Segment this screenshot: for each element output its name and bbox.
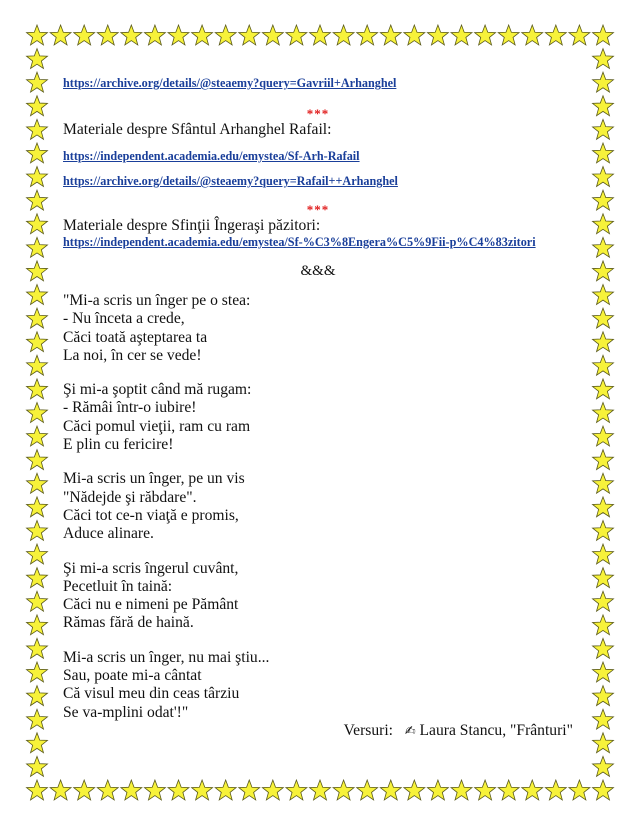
- heading-ingeri: Materiale despre Sfinţii Îngeraşi păzitori:: [63, 217, 321, 234]
- poem-line: Mi-a scris un înger, pe un vis: [63, 470, 245, 488]
- separator-stars: ***: [306, 202, 330, 217]
- star-icon: [593, 591, 614, 611]
- signature-author: Laura Stancu, "Frânturi": [419, 721, 573, 739]
- star-icon: [27, 119, 48, 139]
- star-icon: [27, 686, 48, 706]
- poem: [63, 292, 573, 722]
- star-icon: [427, 780, 448, 800]
- link-gavriil[interactable]: https://archive.org/details/@steaemy?query=Gavriil+Arhanghel: [63, 76, 397, 90]
- star-icon: [27, 167, 48, 187]
- star-icon: [310, 25, 331, 45]
- star-icon: [593, 568, 614, 588]
- poem-line: Căci pomul vieţii, ram cu ram: [63, 417, 251, 435]
- star-icon: [27, 450, 48, 470]
- star-icon: [27, 544, 48, 564]
- poem-stanza: [63, 560, 573, 633]
- poem-line: Mi-a scris un înger, nu mai ştiu...: [63, 648, 270, 666]
- star-icon: [27, 473, 48, 493]
- star-icon: [498, 25, 519, 45]
- signature-label: Versuri:: [343, 721, 394, 739]
- star-icon: [357, 25, 378, 45]
- star-icon: [498, 780, 519, 800]
- poem-line: Căci tot ce-n viaţă e promis,: [63, 506, 239, 524]
- star-icon: [27, 332, 48, 352]
- star-icon: [593, 662, 614, 682]
- star-icon: [593, 780, 614, 800]
- star-icon: [593, 403, 614, 423]
- star-icon: [593, 520, 614, 540]
- star-icon: [27, 780, 48, 800]
- star-icon: [593, 686, 614, 706]
- star-icon: [333, 25, 354, 45]
- star-icon: [593, 473, 614, 493]
- star-icon: [168, 780, 189, 800]
- poem-stanza: [63, 292, 573, 365]
- link-ingeri-academia[interactable]: https://independent.academia.edu/emystea/Sf-%C3%8Engera%C5%9Fii-p%C4%83zitori: [63, 235, 536, 249]
- star-icon: [593, 450, 614, 470]
- star-icon: [593, 96, 614, 116]
- star-icon: [27, 72, 48, 92]
- poem-line: "Nădejde şi răbdare".: [63, 488, 197, 506]
- poem-line: - Nu înceta a crede,: [63, 310, 185, 328]
- star-icon: [27, 143, 48, 163]
- star-icon: [74, 25, 95, 45]
- poem-line: - Rămâi într-o iubire!: [63, 399, 197, 417]
- star-icon: [451, 780, 472, 800]
- star-icon: [593, 237, 614, 257]
- star-icon: [404, 780, 425, 800]
- star-icon: [27, 568, 48, 588]
- star-icon: [27, 237, 48, 257]
- star-icon: [27, 403, 48, 423]
- star-icon: [286, 25, 307, 45]
- star-icon: [333, 780, 354, 800]
- star-icon: [74, 780, 95, 800]
- star-icon: [27, 96, 48, 116]
- star-icon: [593, 214, 614, 234]
- poem-line: Aduce alinare.: [63, 525, 154, 543]
- poem-line: Pecetluit în taină:: [63, 577, 173, 595]
- star-icon: [310, 780, 331, 800]
- separator-amps: &&&: [300, 263, 336, 279]
- star-icon: [27, 190, 48, 210]
- pen-icon: ✍: [404, 723, 416, 739]
- link-rafail-archive[interactable]: https://archive.org/details/@steaemy?query=Rafail++Arhanghel: [63, 174, 398, 188]
- poem-line: Rămas fără de haină.: [63, 614, 194, 632]
- poem-line: Căci nu e nimeni pe Pământ: [63, 596, 239, 614]
- star-icon: [262, 780, 283, 800]
- star-icon: [50, 780, 71, 800]
- star-icon: [522, 780, 543, 800]
- star-icon: [97, 25, 118, 45]
- star-icon: [215, 780, 236, 800]
- star-icon: [192, 780, 213, 800]
- poem-line: Şi mi-a şoptit când mă rugam:: [63, 381, 252, 399]
- star-icon: [262, 25, 283, 45]
- star-icon: [593, 733, 614, 753]
- star-icon: [27, 426, 48, 446]
- signature: [63, 722, 573, 741]
- separator-stars: ***: [306, 106, 330, 121]
- star-icon: [593, 167, 614, 187]
- star-icon: [593, 190, 614, 210]
- star-icon: [380, 25, 401, 45]
- star-icon: [593, 332, 614, 352]
- star-icon: [27, 25, 48, 45]
- star-icon: [357, 780, 378, 800]
- star-icon: [475, 780, 496, 800]
- star-icon: [569, 780, 590, 800]
- star-icon: [27, 261, 48, 281]
- document-body: [63, 76, 573, 741]
- star-icon: [27, 355, 48, 375]
- star-icon: [27, 308, 48, 328]
- star-icon: [27, 520, 48, 540]
- star-icon: [144, 780, 165, 800]
- poem-line: E plin cu fericire!: [63, 436, 174, 454]
- star-icon: [522, 25, 543, 45]
- star-icon: [121, 25, 142, 45]
- star-icon: [475, 25, 496, 45]
- star-icon: [27, 709, 48, 729]
- star-icon: [427, 25, 448, 45]
- star-icon: [593, 308, 614, 328]
- star-icon: [239, 780, 260, 800]
- star-icon: [404, 25, 425, 45]
- star-icon: [27, 756, 48, 776]
- star-icon: [593, 544, 614, 564]
- poem-stanza: [63, 470, 573, 543]
- poem-line: "Mi-a scris un înger pe o stea:: [63, 292, 251, 309]
- star-icon: [192, 25, 213, 45]
- star-icon: [27, 591, 48, 611]
- star-icon: [593, 49, 614, 69]
- star-icon: [593, 119, 614, 139]
- poem-stanza: [63, 381, 573, 454]
- star-icon: [380, 780, 401, 800]
- poem-line: Căci toată aşteptarea ta: [63, 328, 208, 346]
- poem-line: La noi, în cer se vede!: [63, 346, 202, 364]
- star-icon: [593, 25, 614, 45]
- star-icon: [451, 25, 472, 45]
- star-icon: [545, 780, 566, 800]
- poem-line: Că visul meu din ceas târziu: [63, 685, 240, 703]
- star-icon: [97, 780, 118, 800]
- link-rafail-academia[interactable]: https://independent.academia.edu/emystea/Sf-Arh-Rafail: [63, 149, 360, 163]
- star-icon: [593, 426, 614, 446]
- star-icon: [168, 25, 189, 45]
- star-icon: [545, 25, 566, 45]
- heading-rafail: Materiale despre Sfântul Arhanghel Rafail:: [63, 121, 332, 138]
- star-icon: [144, 25, 165, 45]
- star-icon: [593, 261, 614, 281]
- star-icon: [27, 49, 48, 69]
- star-icon: [569, 25, 590, 45]
- star-icon: [286, 780, 307, 800]
- poem-stanza: [63, 649, 573, 722]
- star-icon: [593, 709, 614, 729]
- star-icon: [215, 25, 236, 45]
- star-icon: [27, 214, 48, 234]
- poem-line: Se va-mplini odat'!": [63, 703, 189, 721]
- star-icon: [27, 497, 48, 517]
- star-icon: [27, 638, 48, 658]
- star-icon: [27, 733, 48, 753]
- star-icon: [121, 780, 142, 800]
- star-icon: [593, 756, 614, 776]
- star-icon: [593, 615, 614, 635]
- star-icon: [50, 25, 71, 45]
- star-icon: [593, 638, 614, 658]
- star-icon: [593, 379, 614, 399]
- star-icon: [593, 72, 614, 92]
- star-icon: [27, 379, 48, 399]
- poem-line: Sau, poate mi-a cântat: [63, 667, 202, 685]
- star-icon: [27, 662, 48, 682]
- star-icon: [593, 285, 614, 305]
- star-icon: [239, 25, 260, 45]
- poem-line: Şi mi-a scris îngerul cuvânt,: [63, 559, 239, 577]
- star-icon: [593, 355, 614, 375]
- star-icon: [593, 497, 614, 517]
- star-icon: [27, 615, 48, 635]
- star-icon: [593, 143, 614, 163]
- star-icon: [27, 285, 48, 305]
